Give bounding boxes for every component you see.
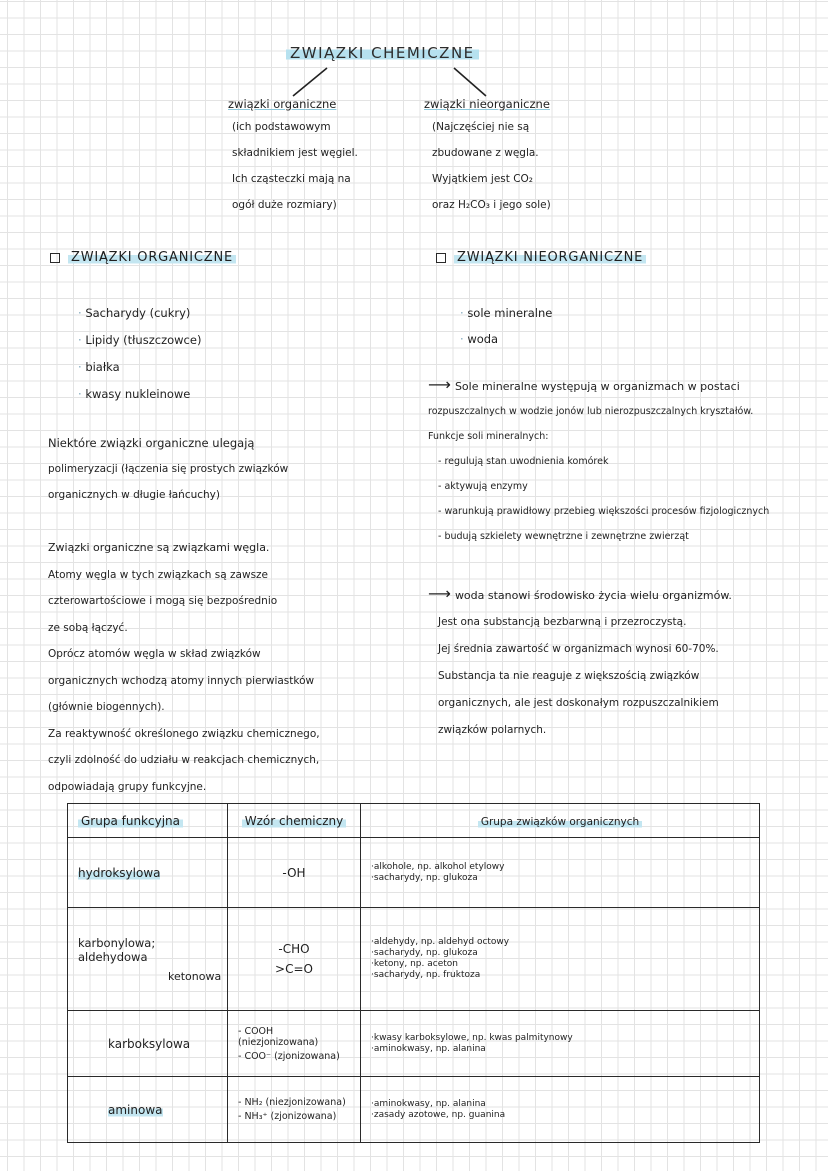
table-cell-examples <box>361 838 760 908</box>
branch-inorganic-label: związki nieorganiczne <box>424 97 550 111</box>
table-cell-group: karboksylowa <box>68 1011 228 1077</box>
branch-line-inorganic <box>454 68 486 96</box>
paragraph-line: (głównie biogennych). <box>48 701 165 713</box>
paragraph-line: Atomy węgla w tych związkach są zawsze <box>48 568 269 581</box>
branch-inorganic-line: (Najczęściej nie są <box>432 121 530 133</box>
table-cell-formula <box>228 908 361 1011</box>
page-title: ZWIĄZKI CHEMICZNE <box>286 44 479 62</box>
table-cell-formula <box>228 1077 361 1143</box>
branch-inorganic-line: oraz H₂CO₃ i jego sole) <box>432 199 551 211</box>
group-label: karbonylowa; aldehydowa <box>78 935 156 964</box>
branch-inorganic-line: zbudowane z węgla. <box>432 147 539 159</box>
table-header-cell: Grupa związków organicznych <box>361 804 760 838</box>
table-cell-examples <box>361 908 760 1011</box>
paragraph-line: polimeryzacji (łączenia się prostych związków <box>48 463 289 475</box>
organic-list <box>78 300 201 408</box>
paragraph-line: Związki organiczne są związkami węgla. <box>48 541 270 554</box>
heading-organic <box>50 250 236 265</box>
bullet-icon: · <box>78 306 82 320</box>
formula-line: - COOH (niezjonizowana) <box>238 1025 319 1048</box>
paragraph-line: czterowartościowe i mogą się bezpośrednio <box>48 595 278 607</box>
table-cell-group <box>68 908 228 1011</box>
list-item: · sole mineralne <box>460 306 553 320</box>
list-item: · kwasy nukleinowe <box>78 387 191 401</box>
checkbox-square-icon <box>50 253 60 263</box>
formula-line: -CHO <box>278 942 310 956</box>
inorganic-list <box>460 300 552 352</box>
table-row <box>68 908 760 1011</box>
water-line: Jest ona substancją bezbarwną i przezroczystą. <box>438 616 687 628</box>
table-cell-examples <box>361 1077 760 1143</box>
water-lead: ⟶ woda stanowi środowisko życia wielu organizmów. <box>428 584 732 603</box>
paragraph-line: czyli zdolność do udziału w reakcjach chemicznych, <box>48 754 320 766</box>
water-line: Substancja ta nie reaguje z większością związków <box>438 670 700 682</box>
paragraph-line: Niektóre związki organiczne ulegają <box>48 436 255 450</box>
formula-line: >C=O <box>275 962 313 976</box>
list-item: - warunkują prawidłowy przebieg większości procesów fizjologicznych <box>438 506 770 517</box>
branch-organic-line: (ich podstawowym <box>232 121 331 133</box>
table-header-cell: Grupa funkcyjna <box>68 804 228 838</box>
branch-organic-line: Ich cząsteczki mają na <box>232 173 351 185</box>
checkbox-square-icon <box>436 253 446 263</box>
branch-organic <box>228 94 358 218</box>
bullet-icon: · <box>78 360 82 374</box>
example-line: ·alkohole, np. alkohol etylowy <box>371 861 505 872</box>
formula-line: - COO⁻ (zjonizowana) <box>238 1050 340 1062</box>
branch-inorganic-line: Wyjątkiem jest CO₂ <box>432 173 534 185</box>
list-item: - regulują stan uwodnienia komórek <box>438 456 609 467</box>
heading-organic-label: ZWIĄZKI ORGANICZNE <box>68 250 236 265</box>
bullet-icon: · <box>460 332 464 346</box>
example-line: ·sacharydy, np. glukoza <box>371 872 478 883</box>
table-row <box>68 1011 760 1077</box>
list-item: - budują szkielety wewnętrzne i zewnętrzne zwierząt <box>438 531 689 542</box>
example-line: ·aminokwasy, np. alanina <box>371 1043 486 1054</box>
tree-connector-lines <box>0 0 828 120</box>
branch-line-organic <box>293 68 327 96</box>
water-line: związków polarnych. <box>438 724 547 736</box>
table-cell-examples <box>361 1011 760 1077</box>
table-cell-group: hydroksylowa <box>68 838 228 908</box>
table-header-cell: Wzór chemiczny <box>228 804 361 838</box>
formula-line: - NH₃⁺ (zjonizowana) <box>238 1111 337 1122</box>
water-line: Jej średnia zawartość w organizmach wynosi 60-70%. <box>438 643 719 655</box>
formula-line: - NH₂ (niezjonizowana) <box>238 1097 346 1108</box>
arrow-right-icon: ⟶ <box>428 584 451 603</box>
organic-paragraph-carbon <box>48 535 320 800</box>
minerals-functions-title: Funkcje soli mineralnych: <box>428 431 549 442</box>
minerals-lead: ⟶ Sole mineralne występują w organizmach w postaci <box>428 375 740 394</box>
table-row <box>68 838 760 908</box>
paragraph-line: Za reaktywność określonego związku chemicznego, <box>48 727 320 740</box>
minerals-block <box>428 372 769 549</box>
list-item: · Lipidy (tłuszczowce) <box>78 333 202 347</box>
list-item: · Sacharydy (cukry) <box>78 306 191 320</box>
list-item: · woda <box>460 332 499 346</box>
table-cell-group: aminowa <box>68 1077 228 1143</box>
example-line: ·ketony, np. aceton <box>371 959 458 969</box>
branch-organic-line: ogół duże rozmiary) <box>232 199 337 211</box>
example-line: ·aldehydy, np. aldehyd octowy <box>371 937 510 947</box>
paragraph-line: ze sobą łączyć. <box>48 621 128 634</box>
example-line: ·aminokwasy, np. alanina <box>371 1098 486 1109</box>
table-row <box>68 1077 760 1143</box>
example-line: ·sacharydy, np. glukoza <box>371 948 478 958</box>
water-line: organicznych, ale jest doskonałym rozpuszczalnikiem <box>438 697 719 709</box>
group-label-sub: ketonowa <box>168 969 222 983</box>
table-header-row <box>68 804 760 838</box>
minerals-line: rozpuszczalnych w wodzie jonów lub nierozpuszczalnych kryształów. <box>428 406 754 417</box>
arrow-right-icon: ⟶ <box>428 375 451 394</box>
water-block <box>428 580 732 744</box>
branch-inorganic <box>424 94 551 218</box>
example-line: ·zasady azotowe, np. guanina <box>371 1109 506 1120</box>
list-item: - aktywują enzymy <box>438 481 528 492</box>
paragraph-line: organicznych wchodzą atomy innych pierwiastków <box>48 674 315 687</box>
branch-organic-line: składnikiem jest węgiel. <box>232 147 358 159</box>
heading-inorganic-label: ZWIĄZKI NIEORGANICZNE <box>454 250 646 265</box>
paragraph-line: Oprócz atomów węgla w skład związków <box>48 648 261 660</box>
bullet-icon: · <box>78 387 82 401</box>
paragraph-line: organicznych w długie łańcuchy) <box>48 489 220 501</box>
paragraph-line: odpowiadają grupy funkcyjne. <box>48 780 207 793</box>
table-cell-formula: -OH <box>228 838 361 908</box>
organic-paragraph-polymerization <box>48 430 288 508</box>
example-line: ·sacharydy, np. fruktoza <box>371 970 481 980</box>
branch-organic-label: związki organiczne <box>228 97 337 111</box>
list-item: · białka <box>78 360 120 374</box>
bullet-icon: · <box>78 333 82 347</box>
example-line: ·kwasy karboksylowe, np. kwas palmitynowy <box>371 1032 573 1043</box>
table-cell-formula <box>228 1011 361 1077</box>
functional-groups-table <box>67 803 760 1143</box>
heading-inorganic <box>436 250 646 265</box>
bullet-icon: · <box>460 306 464 320</box>
